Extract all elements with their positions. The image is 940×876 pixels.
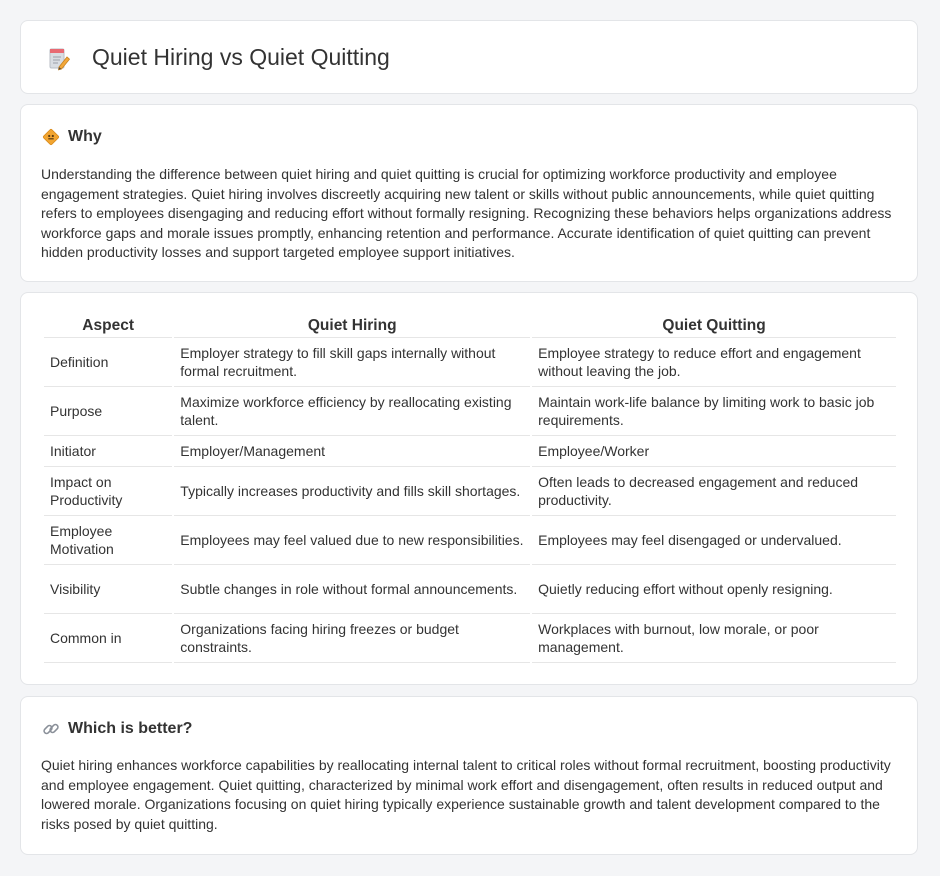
comparison-section bbox=[20, 292, 918, 685]
quiet-hiring-cell: Employer/Management bbox=[174, 436, 530, 467]
comparison-table bbox=[42, 314, 898, 663]
why-title: Why bbox=[68, 128, 102, 145]
better-title: Which is better? bbox=[68, 720, 193, 737]
link-icon bbox=[42, 720, 60, 738]
quiet-quitting-cell: Employees may feel disengaged or undervalued. bbox=[532, 516, 896, 565]
quiet-hiring-cell: Employer strategy to fill skill gaps internally without formal recruitment. bbox=[174, 338, 530, 387]
better-text: Quiet hiring enhances workforce capabilities by reallocating internal talent to critical roles without formal recruitment, boosting productivity and employee engagement. Quiet quitting, characterized by minimal work effort and disengagement, often results in reduced output and lowered morale. Organizations focusing on quiet hiring typically experience sustainable growth and talent development compared to the risks posed by quiet quitting. bbox=[41, 757, 891, 832]
quiet-hiring-cell: Typically increases productivity and fills skill shortages. bbox=[174, 467, 530, 516]
why-text: Understanding the difference between quiet hiring and quiet quitting is crucial for optimizing workforce productivity and employee engagement strategies. Quiet hiring involves discreetly acquiring new talent or skills without public announcements, while quiet quitting refers to employees disengaging and reducing effort without formally resigning. Recognizing these behaviors helps organizations address workforce gaps and morale issues promptly, enhancing retention and performance. Accurate identification of quiet quitting can prevent hidden productivity losses and support targeted employee support initiatives. bbox=[41, 166, 892, 261]
quiet-hiring-cell: Subtle changes in role without formal announcements. bbox=[174, 565, 530, 614]
why-section bbox=[20, 104, 918, 282]
table-row bbox=[44, 387, 896, 436]
quiet-quitting-cell: Quietly reducing effort without openly resigning. bbox=[532, 565, 896, 614]
memo-pencil-icon bbox=[47, 47, 71, 71]
quiet-quitting-cell: Maintain work-life balance by limiting work to basic job requirements. bbox=[532, 387, 896, 436]
column-header: Quiet Quitting bbox=[532, 314, 896, 338]
column-header: Quiet Hiring bbox=[174, 314, 530, 338]
column-header: Aspect bbox=[44, 314, 172, 338]
better-header bbox=[42, 719, 192, 739]
aspect-cell: Common in bbox=[44, 614, 172, 663]
page-title: Quiet Hiring vs Quiet Quitting bbox=[92, 44, 390, 70]
quiet-quitting-cell: Employee strategy to reduce effort and engagement without leaving the job. bbox=[532, 338, 896, 387]
quiet-hiring-cell: Employees may feel valued due to new responsibilities. bbox=[174, 516, 530, 565]
aspect-cell: Impact on Productivity bbox=[44, 467, 172, 516]
aspect-cell: Definition bbox=[44, 338, 172, 387]
aspect-cell: Employee Motivation bbox=[44, 516, 172, 565]
title-card bbox=[20, 20, 918, 94]
quiet-quitting-cell: Workplaces with burnout, low morale, or poor management. bbox=[532, 614, 896, 663]
table-row bbox=[44, 516, 896, 565]
quiet-quitting-cell: Often leads to decreased engagement and reduced productivity. bbox=[532, 467, 896, 516]
table-row bbox=[44, 436, 896, 467]
quiet-quitting-cell: Employee/Worker bbox=[532, 436, 896, 467]
aspect-cell: Initiator bbox=[44, 436, 172, 467]
table-row bbox=[44, 614, 896, 663]
table-header-row bbox=[44, 314, 896, 338]
quiet-hiring-cell: Organizations facing hiring freezes or budget constraints. bbox=[174, 614, 530, 663]
which-is-better-section bbox=[20, 696, 918, 855]
why-header bbox=[42, 127, 102, 147]
diamond-warning-icon bbox=[42, 128, 60, 146]
aspect-cell: Purpose bbox=[44, 387, 172, 436]
quiet-hiring-cell: Maximize workforce efficiency by reallocating existing talent. bbox=[174, 387, 530, 436]
table-row bbox=[44, 338, 896, 387]
table-row bbox=[44, 565, 896, 614]
aspect-cell: Visibility bbox=[44, 565, 172, 614]
table-row bbox=[44, 467, 896, 516]
